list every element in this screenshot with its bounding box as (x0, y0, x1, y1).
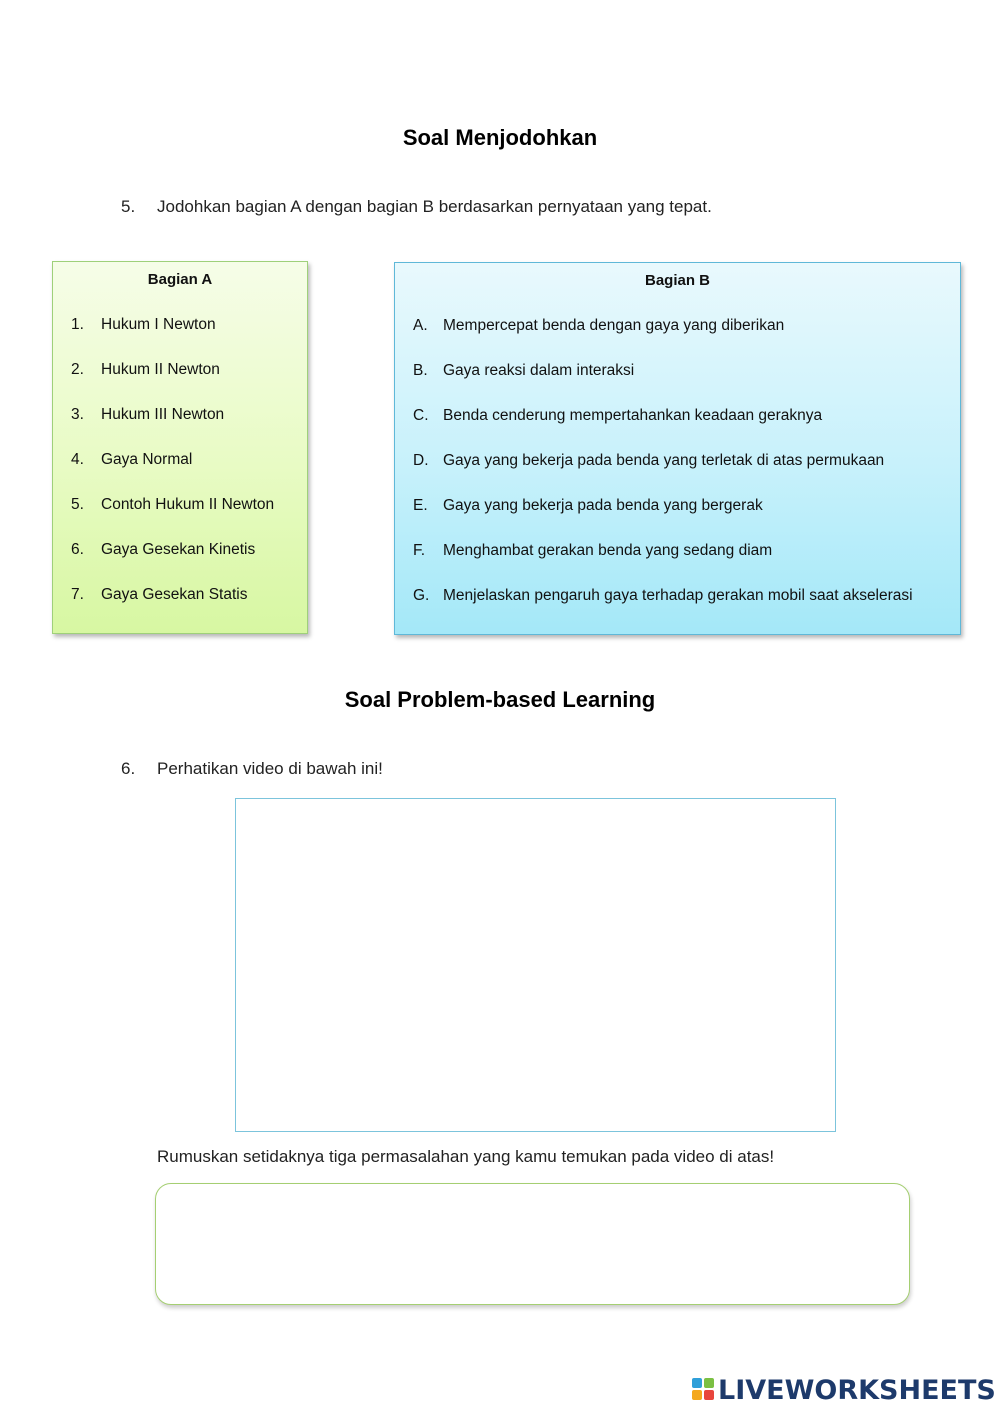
answer-textarea[interactable] (155, 1183, 910, 1305)
item-number: 1. (71, 316, 84, 333)
list-item[interactable] (71, 541, 255, 559)
item-text: Contoh Hukum II Newton (101, 496, 275, 513)
section-title-problem-based-learning: Soal Problem-based Learning (344, 687, 656, 712)
liveworksheets-icon (692, 1378, 716, 1402)
answer-instruction: Rumuskan setidaknya tiga permasalahan yang kamu temukan pada video di atas! (157, 1147, 775, 1166)
list-item[interactable] (413, 497, 763, 515)
item-text: Menghambat gerakan benda yang sedang diam (443, 542, 773, 559)
item-text: Gaya reaksi dalam interaksi (443, 362, 635, 379)
bagian-b-heading: Bagian B (644, 272, 710, 289)
item-number: 2. (71, 361, 84, 378)
item-text: Hukum II Newton (101, 361, 220, 378)
liveworksheets-logo (692, 1372, 996, 1408)
item-letter: E. (413, 497, 428, 514)
list-item[interactable] (71, 496, 274, 514)
item-letter: C. (413, 407, 429, 424)
list-item[interactable] (71, 361, 220, 379)
item-number: 6. (71, 541, 84, 558)
list-item[interactable] (413, 407, 822, 425)
item-letter: F. (413, 542, 426, 559)
question-6 (121, 759, 383, 779)
list-item[interactable] (71, 406, 224, 424)
item-number: 4. (71, 451, 84, 468)
list-item[interactable] (71, 586, 247, 604)
list-item[interactable] (413, 542, 772, 560)
question-number: 5. (121, 197, 136, 216)
item-text: Gaya yang bekerja pada benda yang terletak di atas permukaan (443, 452, 885, 469)
section-title-menjodohkan: Soal Menjodohkan (402, 125, 598, 150)
item-letter: A. (413, 317, 428, 334)
item-text: Gaya yang bekerja pada benda yang bergerak (443, 497, 763, 514)
bagian-b-box (394, 262, 961, 635)
list-item[interactable] (413, 587, 913, 605)
item-text: Gaya Gesekan Kinetis (101, 541, 256, 558)
list-item[interactable] (71, 316, 216, 334)
item-text: Hukum III Newton (101, 406, 225, 423)
bagian-a-box (52, 261, 308, 634)
list-item[interactable] (413, 452, 884, 470)
item-letter: B. (413, 362, 428, 379)
item-number: 5. (71, 496, 84, 513)
item-text: Gaya Normal (101, 451, 193, 468)
list-item[interactable] (71, 451, 192, 469)
item-letter: D. (413, 452, 429, 469)
question-5 (121, 197, 712, 217)
bagian-a-heading: Bagian A (147, 271, 213, 288)
item-number: 3. (71, 406, 84, 423)
item-text: Benda cenderung mempertahankan keadaan geraknya (443, 407, 823, 424)
item-text: Gaya Gesekan Statis (101, 586, 248, 603)
item-text: Hukum I Newton (101, 316, 216, 333)
question-number: 6. (121, 759, 136, 778)
item-text: Mempercepat benda dengan gaya yang diberikan (443, 317, 785, 334)
video-player[interactable] (235, 798, 836, 1132)
question-text: Jodohkan bagian A dengan bagian B berdasarkan pernyataan yang tepat. (157, 197, 712, 216)
item-text: Menjelaskan pengaruh gaya terhadap gerakan mobil saat akselerasi (443, 587, 913, 604)
logo-text: LIVEWORKSHEETS (718, 1374, 996, 1406)
list-item[interactable] (413, 317, 784, 335)
item-letter: G. (413, 587, 430, 604)
question-text: Perhatikan video di bawah ini! (157, 759, 383, 778)
list-item[interactable] (413, 362, 634, 380)
item-number: 7. (71, 586, 84, 603)
